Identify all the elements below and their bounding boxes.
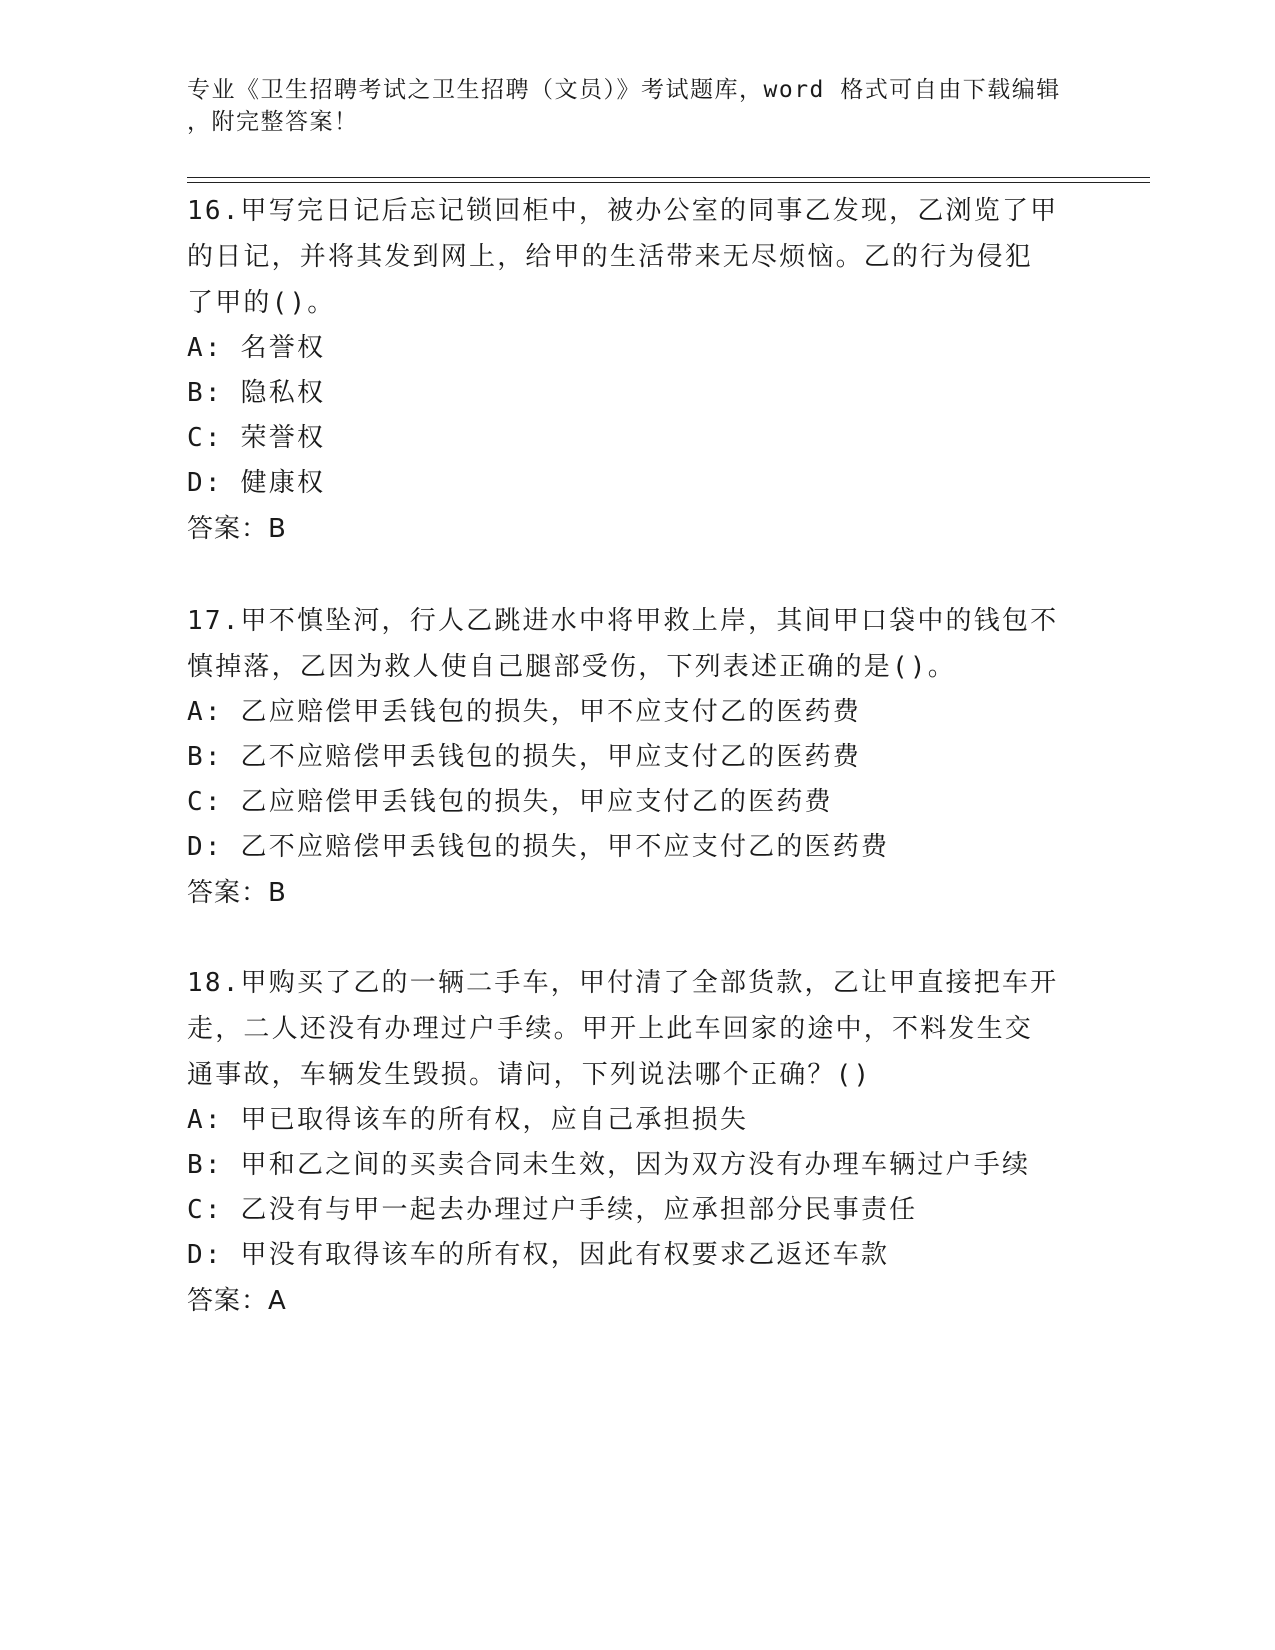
question-17 xyxy=(187,598,1087,916)
question-18 xyxy=(187,960,1087,1324)
question-stem-line: 了甲的()。 xyxy=(187,288,336,318)
option-b: B: 隐私权 xyxy=(187,378,326,408)
header-divider-top xyxy=(187,177,1150,178)
option-b: B: 乙不应赔偿甲丢钱包的损失，甲应支付乙的医药费 xyxy=(187,742,861,772)
option-b: B: 甲和乙之间的买卖合同未生效，因为双方没有办理车辆过户手续 xyxy=(187,1150,1031,1180)
header-line-1: 专业《卫生招聘考试之卫生招聘（文员）》考试题库，word 格式可自由下载编辑 xyxy=(187,77,1061,103)
option-d: D: 甲没有取得该车的所有权，因此有权要求乙返还车款 xyxy=(187,1240,890,1270)
answer-line: 答案：B xyxy=(187,878,287,908)
question-stem-line: 慎掉落，乙因为救人使自己腿部受伤，下列表述正确的是()。 xyxy=(187,652,956,682)
option-a: A: 乙应赔偿甲丢钱包的损失，甲不应支付乙的医药费 xyxy=(187,697,861,727)
answer-line: 答案：A xyxy=(187,1286,287,1316)
document-header xyxy=(187,74,1067,138)
option-d: D: 乙不应赔偿甲丢钱包的损失，甲不应支付乙的医药费 xyxy=(187,832,890,862)
question-stem-line: 16.甲写完日记后忘记锁回柜中，被办公室的同事乙发现，乙浏览了甲 xyxy=(187,196,1059,226)
question-stem-line: 的日记，并将其发到网上，给甲的生活带来无尽烦恼。乙的行为侵犯 xyxy=(187,242,1034,272)
question-stem-line: 17.甲不慎坠河，行人乙跳进水中将甲救上岸，其间甲口袋中的钱包不 xyxy=(187,606,1059,636)
option-c: C: 荣誉权 xyxy=(187,423,326,453)
option-a: A: 名誉权 xyxy=(187,333,326,363)
option-c: C: 乙没有与甲一起去办理过户手续，应承担部分民事责任 xyxy=(187,1195,918,1225)
question-stem-line: 通事故，车辆发生毁损。请问，下列说法哪个正确？() xyxy=(187,1060,872,1090)
answer-line: 答案：B xyxy=(187,514,287,544)
header-line-2: ，附完整答案！ xyxy=(187,109,359,135)
option-a: A: 甲已取得该车的所有权，应自己承担损失 xyxy=(187,1105,749,1135)
question-stem-line: 18.甲购买了乙的一辆二手车，甲付清了全部货款，乙让甲直接把车开 xyxy=(187,968,1059,998)
header-divider-bottom xyxy=(187,182,1150,183)
question-stem-line: 走，二人还没有办理过户手续。甲开上此车回家的途中，不料发生交 xyxy=(187,1014,1034,1044)
option-d: D: 健康权 xyxy=(187,468,326,498)
option-c: C: 乙应赔偿甲丢钱包的损失，甲应支付乙的医药费 xyxy=(187,787,833,817)
question-16 xyxy=(187,188,1087,552)
